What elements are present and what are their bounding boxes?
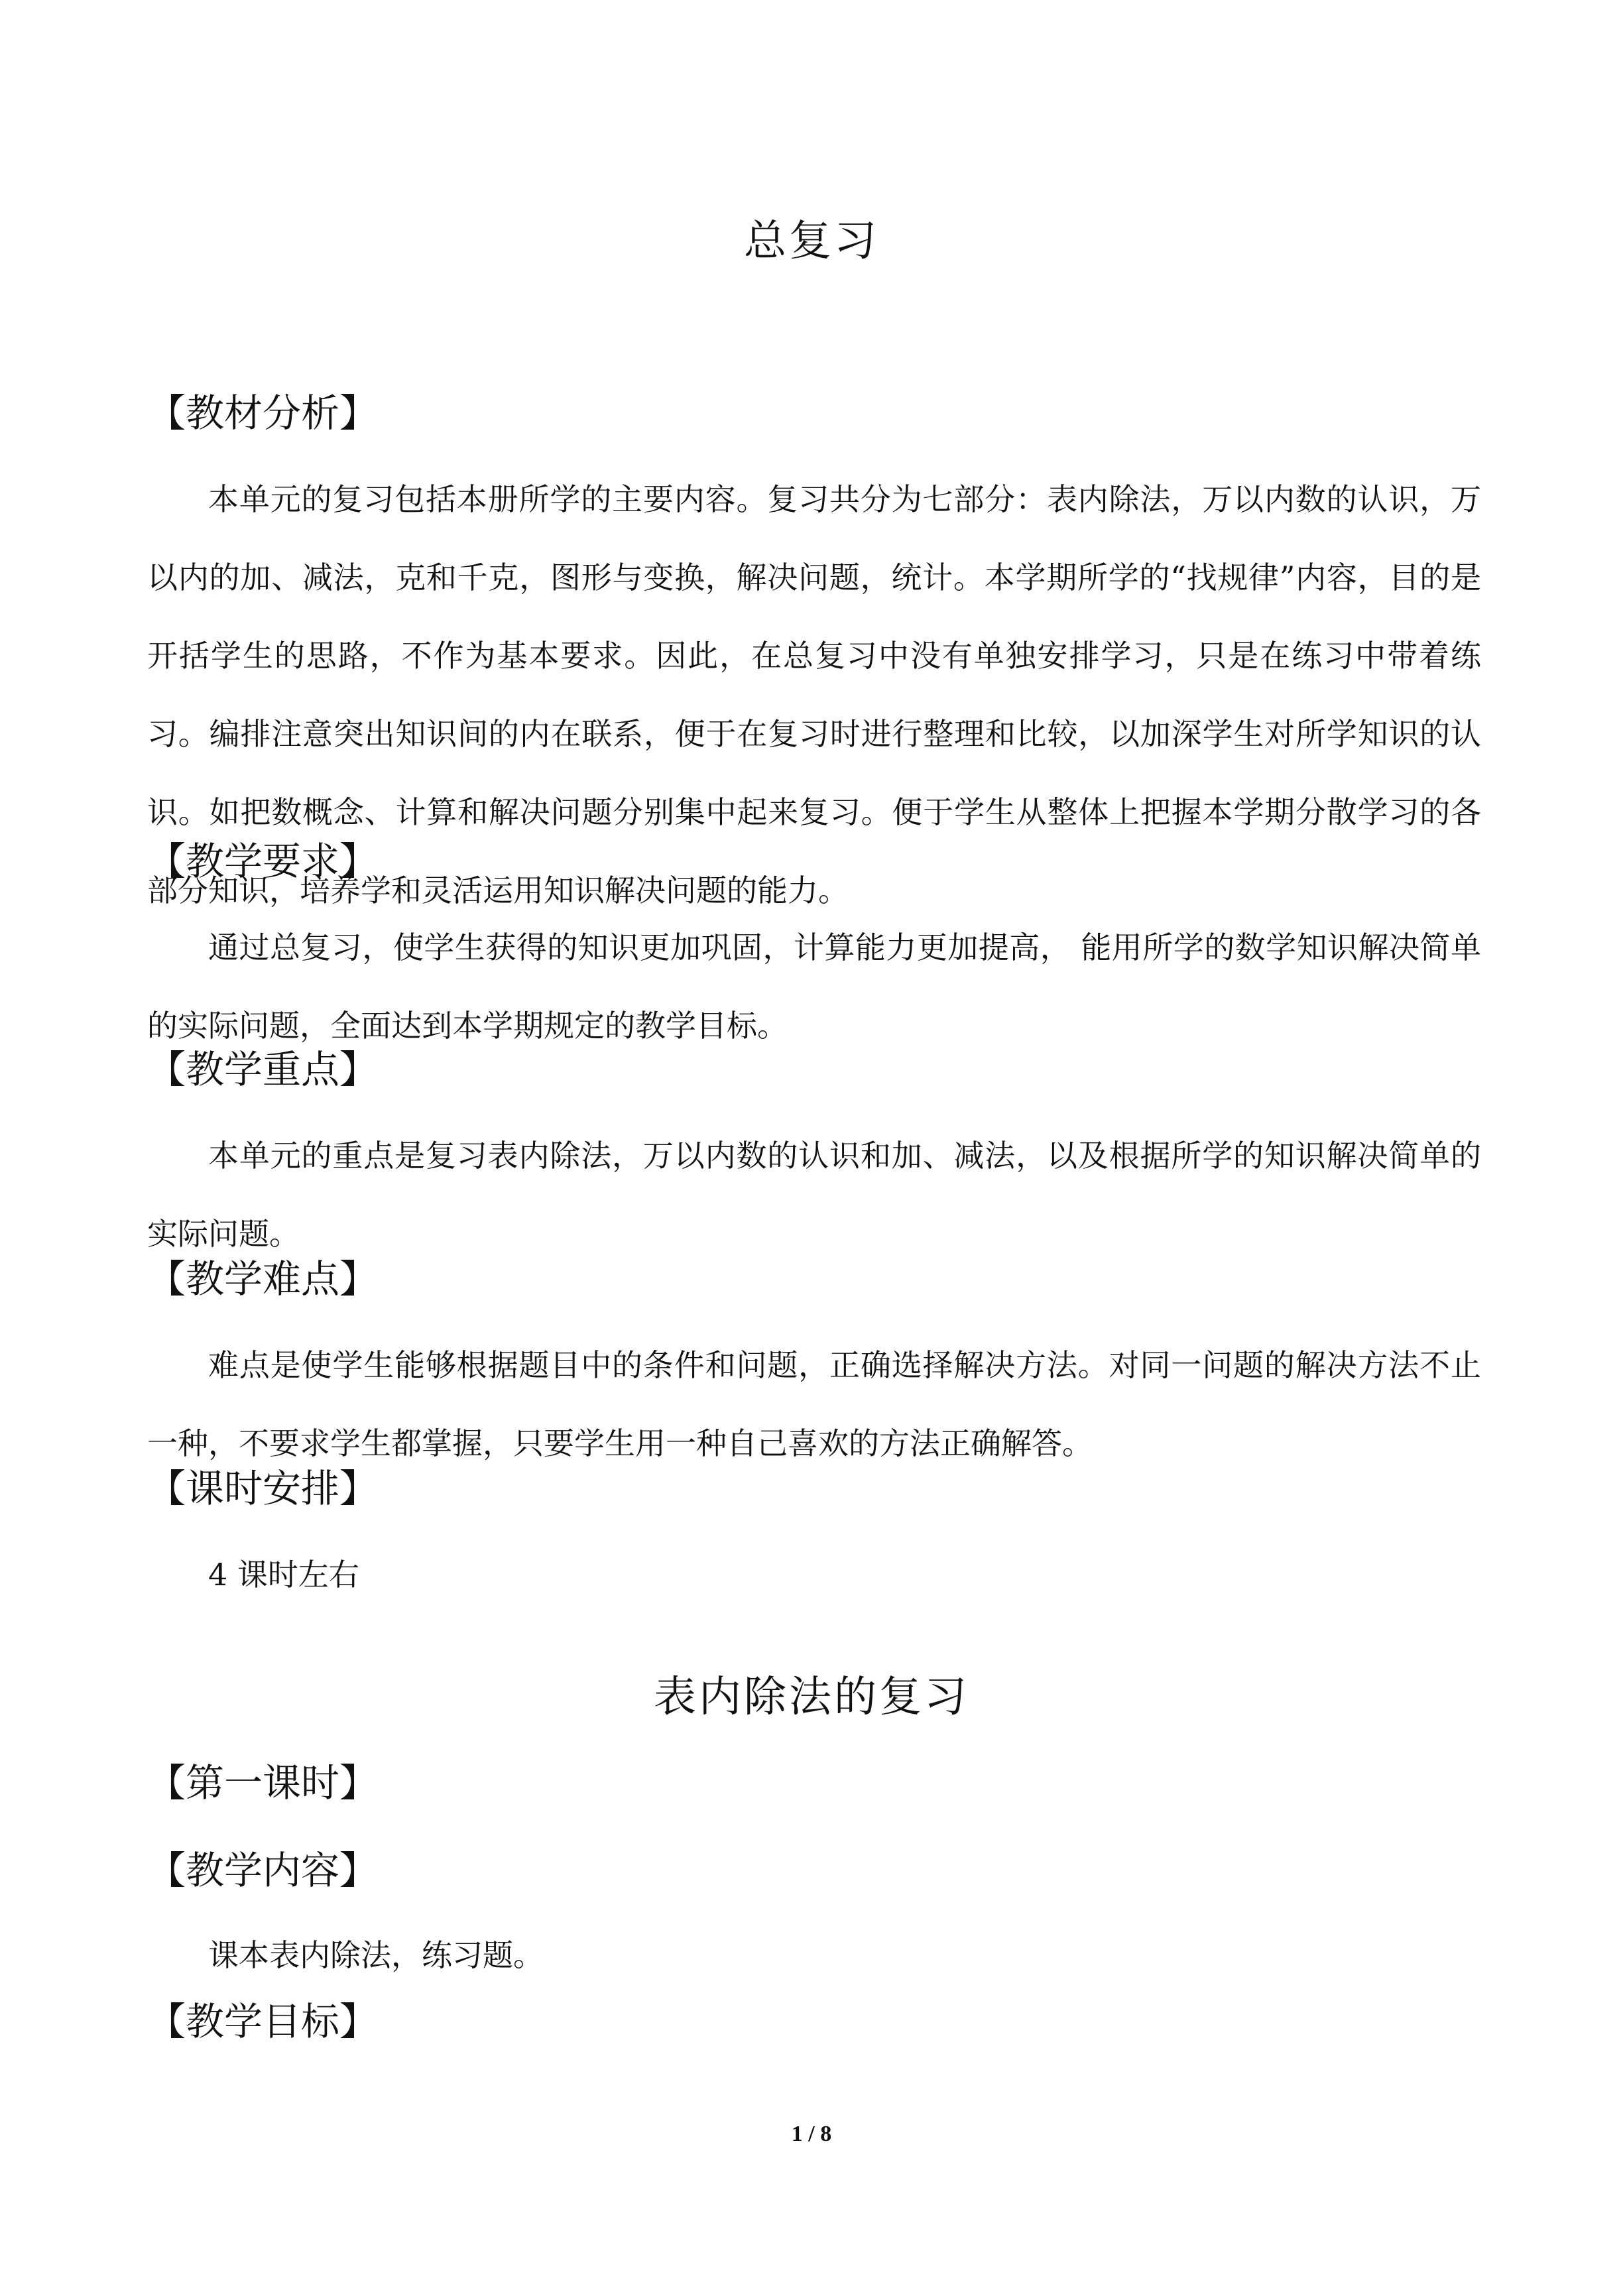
paragraph-teaching-requirements: 通过总复习，使学生获得的知识更加巩固，计算能力更加提高， 能用所学的数学知识解决简单的实际问题，全面达到本学期规定的教学目标。 <box>147 930 1481 1044</box>
heading-schedule: 【课时安排】 <box>147 1466 379 1511</box>
paragraph-teaching-content: 课本表内除法，练习题。 <box>208 1937 544 1973</box>
heading-first-lesson: 【第一课时】 <box>147 1760 379 1805</box>
heading-teaching-requirements: 【教学要求】 <box>147 839 379 884</box>
heading-teaching-goals: 【教学目标】 <box>147 1999 379 2044</box>
document-title: 总复习 <box>744 217 879 266</box>
paragraph-material-analysis: 本单元的复习包括本册所学的主要内容。复习共分为七部分：表内除法，万以内数的认识，万以内的加、减法，克和千克，图形与变换，解决问题，统计。本学期所学的“找规律”内容，目的是开括学生的思路，不作为基本要求。因此，在总复习中没有单独安排学习，只是在练习中带着练习。编排注意突出知识间的内在联系，便于在复习时进行整理和比较，以加深学生对所学知识的认识。如把数概念、计算和解决问题分别集中起来复习。便于学生从整体上把握本学期分散学习的各部分知识，培养学和灵活运用知识解决问题的能力。 <box>147 481 1481 908</box>
heading-teaching-focus: 【教学重点】 <box>147 1047 379 1092</box>
section-subtitle: 表内除法的复习 <box>654 1673 969 1722</box>
heading-teaching-content: 【教学内容】 <box>147 1848 379 1893</box>
paragraph-schedule: 4 课时左右 <box>208 1557 359 1593</box>
heading-material-analysis: 【教材分析】 <box>147 391 379 436</box>
paragraph-teaching-difficulty: 难点是使学生能够根据题目中的条件和问题，正确选择解决方法。对同一问题的解决方法不止一种，不要求学生都掌握，只要学生用一种自己喜欢的方法正确解答。 <box>147 1347 1481 1461</box>
paragraph-teaching-focus: 本单元的重点是复习表内除法，万以内数的认识和加、减法，以及根据所学的知识解决简单的实际问题。 <box>147 1138 1481 1252</box>
heading-teaching-difficulty: 【教学难点】 <box>147 1256 379 1301</box>
page-number: 1 / 8 <box>791 2122 832 2146</box>
